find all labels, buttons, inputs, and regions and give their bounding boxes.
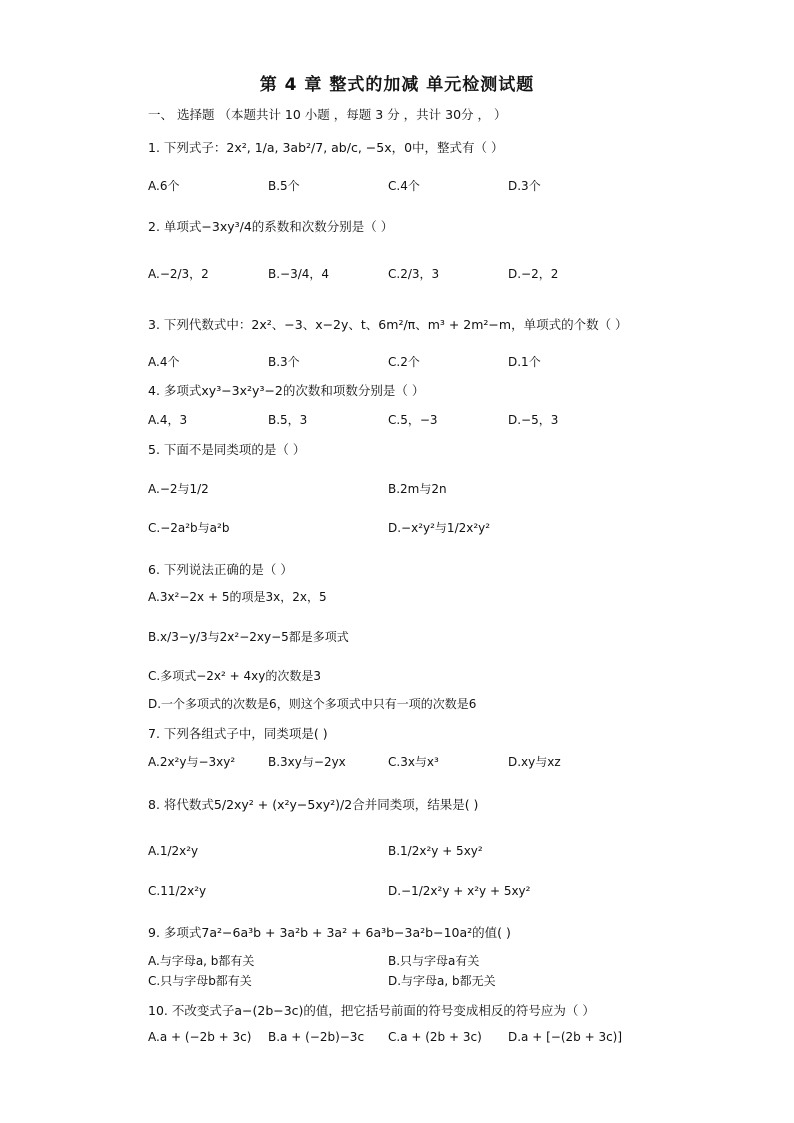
question-3: 3. 下列代数式中：2x²、−3、x−2y、t、6m²/π、m³ + 2m²−m，单项式的个数（ ） bbox=[148, 317, 628, 332]
q3-option-b: B.3个 bbox=[268, 355, 300, 369]
q8-option-c: C.11/2x²y bbox=[148, 884, 207, 898]
q5-option-a: A.−2与1/2 bbox=[148, 482, 209, 496]
q2-option-d: D.−2，2 bbox=[508, 267, 559, 281]
q3-option-a: A.4个 bbox=[148, 355, 180, 369]
q1-option-a: A.6个 bbox=[148, 179, 180, 193]
q1-option-b: B.5个 bbox=[268, 179, 300, 193]
q3-option-c: C.2个 bbox=[388, 355, 420, 369]
q5-option-c: C.−2a²b与a²b bbox=[148, 521, 230, 535]
q6-option-a: A.3x²−2x + 5的项是3x，2x，5 bbox=[148, 590, 327, 604]
page-title: 第 4 章 整式的加减 单元检测试题 bbox=[259, 75, 535, 95]
q6-option-d: D.一个多项式的次数是6，则这个多项式中只有一项的次数是6 bbox=[148, 697, 477, 711]
q5-option-d: D.−x²y²与1/2x²y² bbox=[388, 521, 491, 535]
question-8: 8. 将代数式5/2xy² + (x²y−5xy²)/2合并同类项，结果是( ) bbox=[148, 797, 479, 812]
question-7: 7. 下列各组式子中，同类项是( ) bbox=[148, 726, 328, 741]
question-4: 4. 多项式xy³−3x²y³−2的次数和项数分别是（ ） bbox=[148, 383, 425, 398]
q7-option-d: D.xy与xz bbox=[508, 755, 561, 769]
q2-option-b: B.−3/4，4 bbox=[268, 267, 330, 281]
q10-option-c: C.a + (2b + 3c) bbox=[388, 1030, 482, 1044]
question-1: 1. 下列式子：2x², 1/a, 3ab²/7, ab/c, −5x，0中，整式有（ ） bbox=[148, 140, 504, 155]
q8-option-d: D.−1/2x²y + x²y + 5xy² bbox=[388, 884, 531, 898]
q9-option-b: B.只与字母a有关 bbox=[388, 954, 480, 968]
q4-option-c: C.5，−3 bbox=[388, 413, 438, 427]
q2-option-c: C.2/3，3 bbox=[388, 267, 440, 281]
question-6: 6. 下列说法正确的是（ ） bbox=[148, 562, 293, 577]
q8-option-b: B.1/2x²y + 5xy² bbox=[388, 844, 483, 858]
q5-option-b: B.2m与2n bbox=[388, 482, 447, 496]
q10-option-b: B.a + (−2b)−3c bbox=[268, 1030, 365, 1044]
question-5: 5. 下面不是同类项的是（ ） bbox=[148, 442, 306, 457]
question-10: 10. 不改变式子a−(2b−3c)的值，把它括号前面的符号变成相反的符号应为（ ） bbox=[148, 1003, 595, 1018]
question-9: 9. 多项式7a²−6a³b + 3a²b + 3a² + 6a³b−3a²b−10a²的值( ) bbox=[148, 925, 511, 940]
q6-option-c: C.多项式−2x² + 4xy的次数是3 bbox=[148, 669, 321, 683]
q4-option-a: A.4，3 bbox=[148, 413, 188, 427]
q4-option-d: D.−5，3 bbox=[508, 413, 559, 427]
q7-option-a: A.2x²y与−3xy² bbox=[148, 755, 236, 769]
q7-option-c: C.3x与x³ bbox=[388, 755, 439, 769]
q7-option-b: B.3xy与−2yx bbox=[268, 755, 346, 769]
q1-option-c: C.4个 bbox=[388, 179, 420, 193]
q9-option-d: D.与字母a, b都无关 bbox=[388, 974, 496, 988]
section-heading: 一、 选择题 （本题共计 10 小题 ，每题 3 分 ，共计 30分 ， ） bbox=[148, 107, 507, 122]
q10-option-d: D.a + [−(2b + 3c)] bbox=[508, 1030, 623, 1044]
q1-option-d: D.3个 bbox=[508, 179, 541, 193]
q8-option-a: A.1/2x²y bbox=[148, 844, 199, 858]
q3-option-d: D.1个 bbox=[508, 355, 541, 369]
q4-option-b: B.5，3 bbox=[268, 413, 308, 427]
q9-option-c: C.只与字母b都有关 bbox=[148, 974, 252, 988]
q6-option-b: B.x/3−y/3与2x²−2xy−5都是多项式 bbox=[148, 630, 349, 644]
q10-option-a: A.a + (−2b + 3c) bbox=[148, 1030, 252, 1044]
question-2: 2. 单项式−3xy³/4的系数和次数分别是（ ） bbox=[148, 219, 394, 234]
q9-option-a: A.与字母a, b都有关 bbox=[148, 954, 255, 968]
q2-option-a: A.−2/3，2 bbox=[148, 267, 209, 281]
